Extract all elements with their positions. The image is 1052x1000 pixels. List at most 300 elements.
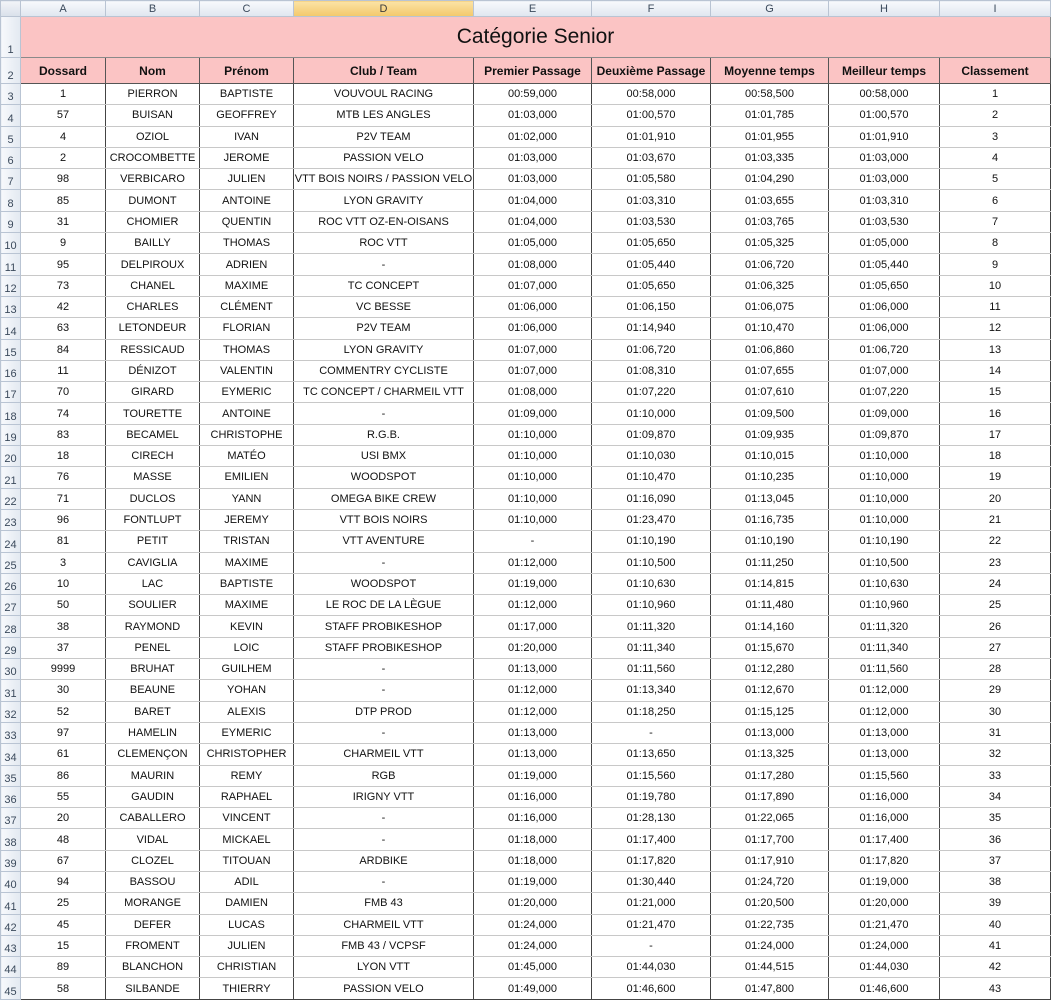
cell-moyenne-temps[interactable]: 01:03,765 (711, 211, 829, 232)
cell-classement[interactable]: 33 (940, 765, 1051, 786)
cell-dossard[interactable]: 55 (21, 786, 106, 807)
cell-moyenne-temps[interactable]: 01:20,500 (711, 893, 829, 914)
cell-club[interactable]: ARDBIKE (294, 850, 474, 871)
cell-prenom[interactable]: ADRIEN (200, 254, 294, 275)
cell-deuxieme-passage[interactable]: 01:11,340 (592, 637, 711, 658)
cell-nom[interactable]: RESSICAUD (106, 339, 200, 360)
cell-club[interactable]: STAFF PROBIKESHOP (294, 637, 474, 658)
cell-moyenne-temps[interactable]: 01:09,935 (711, 424, 829, 445)
cell-meilleur-temps[interactable]: 01:21,470 (829, 914, 940, 935)
cell-prenom[interactable]: THOMAS (200, 233, 294, 254)
cell-moyenne-temps[interactable]: 01:15,125 (711, 701, 829, 722)
cell-meilleur-temps[interactable]: 01:10,190 (829, 531, 940, 552)
cell-deuxieme-passage[interactable]: - (592, 935, 711, 956)
cell-deuxieme-passage[interactable]: 01:30,440 (592, 871, 711, 892)
cell-dossard[interactable]: 52 (21, 701, 106, 722)
cell-dossard[interactable]: 63 (21, 318, 106, 339)
cell-premier-passage[interactable]: 01:19,000 (474, 573, 592, 594)
cell-nom[interactable]: RAYMOND (106, 616, 200, 637)
cell-moyenne-temps[interactable]: 01:10,015 (711, 446, 829, 467)
cell-prenom[interactable]: EMILIEN (200, 467, 294, 488)
cell-deuxieme-passage[interactable]: 01:46,600 (592, 978, 711, 999)
cell-prenom[interactable]: BAPTISTE (200, 573, 294, 594)
cell-classement[interactable]: 22 (940, 531, 1051, 552)
cell-meilleur-temps[interactable]: 01:13,000 (829, 744, 940, 765)
cell-deuxieme-passage[interactable]: 01:10,190 (592, 531, 711, 552)
cell-dossard[interactable]: 83 (21, 424, 106, 445)
cell-moyenne-temps[interactable]: 01:12,280 (711, 659, 829, 680)
cell-meilleur-temps[interactable]: 01:17,820 (829, 850, 940, 871)
cell-premier-passage[interactable]: 01:13,000 (474, 659, 592, 680)
cell-moyenne-temps[interactable]: 01:22,065 (711, 808, 829, 829)
header-deuxieme-passage[interactable]: Deuxième Passage (592, 58, 711, 84)
cell-meilleur-temps[interactable]: 01:20,000 (829, 893, 940, 914)
cell-club[interactable]: FMB 43 / VCPSF (294, 935, 474, 956)
row-header[interactable]: 10 (1, 233, 21, 254)
cell-moyenne-temps[interactable]: 01:17,910 (711, 850, 829, 871)
cell-prenom[interactable]: GUILHEM (200, 659, 294, 680)
cell-deuxieme-passage[interactable]: 01:05,650 (592, 275, 711, 296)
cell-premier-passage[interactable]: 01:20,000 (474, 893, 592, 914)
cell-prenom[interactable]: IVAN (200, 126, 294, 147)
cell-meilleur-temps[interactable]: 01:24,000 (829, 935, 940, 956)
cell-dossard[interactable]: 96 (21, 509, 106, 530)
cell-nom[interactable]: BLANCHON (106, 957, 200, 978)
cell-premier-passage[interactable]: 01:03,000 (474, 147, 592, 168)
cell-moyenne-temps[interactable]: 01:11,480 (711, 595, 829, 616)
cell-classement[interactable]: 23 (940, 552, 1051, 573)
cell-premier-passage[interactable]: 01:19,000 (474, 871, 592, 892)
cell-premier-passage[interactable]: 01:10,000 (474, 446, 592, 467)
cell-club[interactable]: PASSION VELO (294, 147, 474, 168)
cell-deuxieme-passage[interactable]: 01:06,150 (592, 296, 711, 317)
header-meilleur-temps[interactable]: Meilleur temps (829, 58, 940, 84)
row-header[interactable]: 7 (1, 169, 21, 190)
cell-deuxieme-passage[interactable]: 01:16,090 (592, 488, 711, 509)
cell-moyenne-temps[interactable]: 01:07,655 (711, 360, 829, 381)
cell-premier-passage[interactable]: 00:59,000 (474, 84, 592, 105)
cell-premier-passage[interactable]: 01:17,000 (474, 616, 592, 637)
cell-meilleur-temps[interactable]: 01:11,320 (829, 616, 940, 637)
cell-club[interactable]: STAFF PROBIKESHOP (294, 616, 474, 637)
cell-prenom[interactable]: QUENTIN (200, 211, 294, 232)
cell-moyenne-temps[interactable]: 01:17,700 (711, 829, 829, 850)
cell-deuxieme-passage[interactable]: 01:07,220 (592, 382, 711, 403)
cell-club[interactable]: COMMENTRY CYCLISTE (294, 360, 474, 381)
cell-deuxieme-passage[interactable]: 01:21,000 (592, 893, 711, 914)
cell-classement[interactable]: 26 (940, 616, 1051, 637)
cell-club[interactable]: MTB LES ANGLES (294, 105, 474, 126)
cell-dossard[interactable]: 95 (21, 254, 106, 275)
cell-deuxieme-passage[interactable]: 01:44,030 (592, 957, 711, 978)
cell-premier-passage[interactable]: 01:16,000 (474, 808, 592, 829)
cell-premier-passage[interactable]: 01:08,000 (474, 382, 592, 403)
cell-classement[interactable]: 17 (940, 424, 1051, 445)
cell-nom[interactable]: GIRARD (106, 382, 200, 403)
cell-dossard[interactable]: 15 (21, 935, 106, 956)
cell-deuxieme-passage[interactable]: 01:14,940 (592, 318, 711, 339)
cell-club[interactable]: - (294, 680, 474, 701)
row-header[interactable]: 24 (1, 531, 21, 552)
cell-meilleur-temps[interactable]: 01:46,600 (829, 978, 940, 999)
column-header-a[interactable]: A (21, 1, 106, 17)
cell-moyenne-temps[interactable]: 01:14,815 (711, 573, 829, 594)
cell-dossard[interactable]: 30 (21, 680, 106, 701)
cell-moyenne-temps[interactable]: 01:04,290 (711, 169, 829, 190)
cell-prenom[interactable]: CHRISTIAN (200, 957, 294, 978)
cell-prenom[interactable]: RAPHAEL (200, 786, 294, 807)
cell-moyenne-temps[interactable]: 01:13,000 (711, 722, 829, 743)
cell-classement[interactable]: 25 (940, 595, 1051, 616)
cell-premier-passage[interactable]: 01:08,000 (474, 254, 592, 275)
cell-dossard[interactable]: 9 (21, 233, 106, 254)
cell-dossard[interactable]: 9999 (21, 659, 106, 680)
cell-classement[interactable]: 41 (940, 935, 1051, 956)
cell-prenom[interactable]: ALEXIS (200, 701, 294, 722)
cell-club[interactable]: VC BESSE (294, 296, 474, 317)
cell-premier-passage[interactable]: 01:10,000 (474, 424, 592, 445)
cell-nom[interactable]: DUMONT (106, 190, 200, 211)
cell-meilleur-temps[interactable]: 01:44,030 (829, 957, 940, 978)
cell-classement[interactable]: 9 (940, 254, 1051, 275)
cell-nom[interactable]: CROCOMBETTE (106, 147, 200, 168)
cell-meilleur-temps[interactable]: 00:58,000 (829, 84, 940, 105)
cell-classement[interactable]: 19 (940, 467, 1051, 488)
cell-meilleur-temps[interactable]: 01:16,000 (829, 786, 940, 807)
cell-nom[interactable]: TOURETTE (106, 403, 200, 424)
cell-prenom[interactable]: YANN (200, 488, 294, 509)
cell-meilleur-temps[interactable]: 01:03,310 (829, 190, 940, 211)
cell-club[interactable]: WOODSPOT (294, 467, 474, 488)
row-header[interactable]: 20 (1, 446, 21, 467)
cell-deuxieme-passage[interactable]: 01:19,780 (592, 786, 711, 807)
row-header[interactable]: 15 (1, 339, 21, 360)
row-header[interactable]: 45 (1, 978, 21, 999)
column-header-b[interactable]: B (106, 1, 200, 17)
cell-moyenne-temps[interactable]: 01:06,075 (711, 296, 829, 317)
cell-nom[interactable]: BECAMEL (106, 424, 200, 445)
row-header[interactable]: 14 (1, 318, 21, 339)
cell-classement[interactable]: 36 (940, 829, 1051, 850)
row-header[interactable]: 32 (1, 701, 21, 722)
cell-prenom[interactable]: TITOUAN (200, 850, 294, 871)
cell-classement[interactable]: 2 (940, 105, 1051, 126)
cell-prenom[interactable]: LOIC (200, 637, 294, 658)
cell-premier-passage[interactable]: 01:09,000 (474, 403, 592, 424)
cell-meilleur-temps[interactable]: 01:10,000 (829, 509, 940, 530)
row-header[interactable]: 36 (1, 786, 21, 807)
cell-nom[interactable]: BARET (106, 701, 200, 722)
cell-dossard[interactable]: 73 (21, 275, 106, 296)
cell-dossard[interactable]: 97 (21, 722, 106, 743)
row-header[interactable]: 37 (1, 808, 21, 829)
cell-nom[interactable]: BUISAN (106, 105, 200, 126)
cell-dossard[interactable]: 37 (21, 637, 106, 658)
cell-meilleur-temps[interactable]: 01:17,400 (829, 829, 940, 850)
cell-moyenne-temps[interactable]: 01:03,335 (711, 147, 829, 168)
cell-club[interactable]: - (294, 254, 474, 275)
cell-deuxieme-passage[interactable]: 01:10,500 (592, 552, 711, 573)
cell-meilleur-temps[interactable]: 01:10,000 (829, 467, 940, 488)
cell-moyenne-temps[interactable]: 01:11,250 (711, 552, 829, 573)
cell-dossard[interactable]: 3 (21, 552, 106, 573)
cell-dossard[interactable]: 58 (21, 978, 106, 999)
row-header[interactable]: 1 (1, 17, 21, 58)
cell-club[interactable]: TC CONCEPT (294, 275, 474, 296)
header-prenom[interactable]: Prénom (200, 58, 294, 84)
cell-classement[interactable]: 3 (940, 126, 1051, 147)
row-header[interactable]: 12 (1, 275, 21, 296)
cell-nom[interactable]: SILBANDE (106, 978, 200, 999)
cell-dossard[interactable]: 71 (21, 488, 106, 509)
cell-premier-passage[interactable]: 01:19,000 (474, 765, 592, 786)
cell-classement[interactable]: 13 (940, 339, 1051, 360)
cell-moyenne-temps[interactable]: 01:06,860 (711, 339, 829, 360)
cell-premier-passage[interactable]: 01:03,000 (474, 105, 592, 126)
cell-classement[interactable]: 5 (940, 169, 1051, 190)
cell-deuxieme-passage[interactable]: 01:03,670 (592, 147, 711, 168)
cell-classement[interactable]: 18 (940, 446, 1051, 467)
cell-classement[interactable]: 20 (940, 488, 1051, 509)
cell-premier-passage[interactable]: 01:20,000 (474, 637, 592, 658)
cell-meilleur-temps[interactable]: 01:19,000 (829, 871, 940, 892)
row-header[interactable]: 30 (1, 659, 21, 680)
cell-moyenne-temps[interactable]: 01:47,800 (711, 978, 829, 999)
cell-premier-passage[interactable]: 01:12,000 (474, 552, 592, 573)
cell-moyenne-temps[interactable]: 01:14,160 (711, 616, 829, 637)
cell-premier-passage[interactable]: 01:45,000 (474, 957, 592, 978)
cell-club[interactable]: VTT AVENTURE (294, 531, 474, 552)
cell-prenom[interactable]: MAXIME (200, 552, 294, 573)
row-header[interactable]: 40 (1, 871, 21, 892)
cell-moyenne-temps[interactable]: 01:01,955 (711, 126, 829, 147)
cell-moyenne-temps[interactable]: 01:10,190 (711, 531, 829, 552)
cell-prenom[interactable]: REMY (200, 765, 294, 786)
cell-deuxieme-passage[interactable]: 01:00,570 (592, 105, 711, 126)
cell-deuxieme-passage[interactable]: 01:13,340 (592, 680, 711, 701)
cell-premier-passage[interactable]: 01:07,000 (474, 360, 592, 381)
cell-club[interactable]: LE ROC DE LA LÈGUE (294, 595, 474, 616)
cell-premier-passage[interactable]: 01:07,000 (474, 275, 592, 296)
cell-premier-passage[interactable]: 01:13,000 (474, 722, 592, 743)
cell-meilleur-temps[interactable]: 01:06,000 (829, 296, 940, 317)
cell-club[interactable]: VOUVOUL RACING (294, 84, 474, 105)
cell-nom[interactable]: VERBICARO (106, 169, 200, 190)
cell-moyenne-temps[interactable]: 01:06,720 (711, 254, 829, 275)
cell-dossard[interactable]: 42 (21, 296, 106, 317)
cell-dossard[interactable]: 81 (21, 531, 106, 552)
cell-dossard[interactable]: 31 (21, 211, 106, 232)
cell-meilleur-temps[interactable]: 01:11,560 (829, 659, 940, 680)
cell-dossard[interactable]: 1 (21, 84, 106, 105)
cell-classement[interactable]: 28 (940, 659, 1051, 680)
cell-meilleur-temps[interactable]: 01:01,910 (829, 126, 940, 147)
row-header[interactable]: 39 (1, 850, 21, 871)
row-header[interactable]: 19 (1, 424, 21, 445)
cell-club[interactable]: ROC VTT OZ-EN-OISANS (294, 211, 474, 232)
row-header[interactable]: 44 (1, 957, 21, 978)
cell-moyenne-temps[interactable]: 01:12,670 (711, 680, 829, 701)
cell-deuxieme-passage[interactable]: 01:05,580 (592, 169, 711, 190)
cell-deuxieme-passage[interactable]: 00:58,000 (592, 84, 711, 105)
row-header[interactable]: 41 (1, 893, 21, 914)
cell-prenom[interactable]: JULIEN (200, 169, 294, 190)
cell-club[interactable]: IRIGNY VTT (294, 786, 474, 807)
column-header-f[interactable]: F (592, 1, 711, 17)
row-header[interactable]: 18 (1, 403, 21, 424)
cell-meilleur-temps[interactable]: 01:05,000 (829, 233, 940, 254)
cell-moyenne-temps[interactable]: 00:58,500 (711, 84, 829, 105)
cell-club[interactable]: ROC VTT (294, 233, 474, 254)
cell-classement[interactable]: 7 (940, 211, 1051, 232)
cell-classement[interactable]: 16 (940, 403, 1051, 424)
cell-club[interactable]: - (294, 722, 474, 743)
row-header[interactable]: 35 (1, 765, 21, 786)
cell-nom[interactable]: MASSE (106, 467, 200, 488)
cell-deuxieme-passage[interactable]: 01:05,650 (592, 233, 711, 254)
header-dossard[interactable]: Dossard (21, 58, 106, 84)
cell-dossard[interactable]: 86 (21, 765, 106, 786)
cell-premier-passage[interactable]: 01:06,000 (474, 296, 592, 317)
row-header[interactable]: 2 (1, 58, 21, 84)
cell-nom[interactable]: CHOMIER (106, 211, 200, 232)
cell-prenom[interactable]: VALENTIN (200, 360, 294, 381)
cell-prenom[interactable]: MAXIME (200, 595, 294, 616)
cell-premier-passage[interactable]: 01:49,000 (474, 978, 592, 999)
column-header-d[interactable]: D (294, 1, 474, 17)
cell-nom[interactable]: SOULIER (106, 595, 200, 616)
cell-club[interactable]: - (294, 659, 474, 680)
row-header[interactable]: 3 (1, 84, 21, 105)
cell-moyenne-temps[interactable]: 01:01,785 (711, 105, 829, 126)
cell-classement[interactable]: 1 (940, 84, 1051, 105)
cell-prenom[interactable]: EYMERIC (200, 382, 294, 403)
cell-nom[interactable]: BRUHAT (106, 659, 200, 680)
cell-prenom[interactable]: FLORIAN (200, 318, 294, 339)
cell-deuxieme-passage[interactable]: 01:03,310 (592, 190, 711, 211)
cell-deuxieme-passage[interactable]: 01:11,560 (592, 659, 711, 680)
cell-premier-passage[interactable]: 01:05,000 (474, 233, 592, 254)
cell-moyenne-temps[interactable]: 01:13,045 (711, 488, 829, 509)
row-header[interactable]: 42 (1, 914, 21, 935)
cell-nom[interactable]: MAURIN (106, 765, 200, 786)
cell-deuxieme-passage[interactable]: 01:17,820 (592, 850, 711, 871)
cell-club[interactable]: VTT BOIS NOIRS (294, 509, 474, 530)
cell-dossard[interactable]: 98 (21, 169, 106, 190)
cell-meilleur-temps[interactable]: 01:07,000 (829, 360, 940, 381)
cell-deuxieme-passage[interactable]: 01:01,910 (592, 126, 711, 147)
cell-meilleur-temps[interactable]: 01:12,000 (829, 680, 940, 701)
cell-prenom[interactable]: CHRISTOPHER (200, 744, 294, 765)
cell-meilleur-temps[interactable]: 01:10,630 (829, 573, 940, 594)
cell-meilleur-temps[interactable]: 01:10,000 (829, 488, 940, 509)
cell-dossard[interactable]: 25 (21, 893, 106, 914)
cell-deuxieme-passage[interactable]: 01:03,530 (592, 211, 711, 232)
cell-premier-passage[interactable]: 01:10,000 (474, 488, 592, 509)
cell-prenom[interactable]: ADIL (200, 871, 294, 892)
cell-deuxieme-passage[interactable]: 01:13,650 (592, 744, 711, 765)
row-header[interactable]: 25 (1, 552, 21, 573)
cell-premier-passage[interactable]: 01:13,000 (474, 744, 592, 765)
cell-prenom[interactable]: YOHAN (200, 680, 294, 701)
cell-moyenne-temps[interactable]: 01:03,655 (711, 190, 829, 211)
cell-dossard[interactable]: 89 (21, 957, 106, 978)
row-header[interactable]: 31 (1, 680, 21, 701)
row-header[interactable]: 6 (1, 147, 21, 168)
row-header[interactable]: 5 (1, 126, 21, 147)
cell-dossard[interactable]: 61 (21, 744, 106, 765)
row-header[interactable]: 13 (1, 296, 21, 317)
row-header[interactable]: 27 (1, 595, 21, 616)
cell-deuxieme-passage[interactable]: 01:10,000 (592, 403, 711, 424)
cell-dossard[interactable]: 94 (21, 871, 106, 892)
cell-moyenne-temps[interactable]: 01:44,515 (711, 957, 829, 978)
cell-premier-passage[interactable]: 01:12,000 (474, 701, 592, 722)
cell-premier-passage[interactable]: 01:04,000 (474, 211, 592, 232)
cell-meilleur-temps[interactable]: 01:00,570 (829, 105, 940, 126)
cell-nom[interactable]: CIRECH (106, 446, 200, 467)
cell-club[interactable]: CHARMEIL VTT (294, 914, 474, 935)
cell-prenom[interactable]: ANTOINE (200, 403, 294, 424)
cell-deuxieme-passage[interactable]: 01:17,400 (592, 829, 711, 850)
cell-deuxieme-passage[interactable]: 01:18,250 (592, 701, 711, 722)
header-premier-passage[interactable]: Premier Passage (474, 58, 592, 84)
cell-dossard[interactable]: 85 (21, 190, 106, 211)
row-header[interactable]: 21 (1, 467, 21, 488)
cell-dossard[interactable]: 57 (21, 105, 106, 126)
cell-club[interactable]: VTT BOIS NOIRS / PASSION VELO (294, 169, 474, 190)
cell-club[interactable]: TC CONCEPT / CHARMEIL VTT (294, 382, 474, 403)
cell-classement[interactable]: 4 (940, 147, 1051, 168)
cell-classement[interactable]: 38 (940, 871, 1051, 892)
cell-prenom[interactable]: CHRISTOPHE (200, 424, 294, 445)
cell-classement[interactable]: 32 (940, 744, 1051, 765)
cell-nom[interactable]: BEAUNE (106, 680, 200, 701)
cell-moyenne-temps[interactable]: 01:05,325 (711, 233, 829, 254)
cell-club[interactable]: FMB 43 (294, 893, 474, 914)
cell-premier-passage[interactable]: 01:02,000 (474, 126, 592, 147)
cell-club[interactable]: R.G.B. (294, 424, 474, 445)
cell-moyenne-temps[interactable]: 01:22,735 (711, 914, 829, 935)
row-header[interactable]: 28 (1, 616, 21, 637)
row-header[interactable]: 16 (1, 360, 21, 381)
header-nom[interactable]: Nom (106, 58, 200, 84)
cell-moyenne-temps[interactable]: 01:09,500 (711, 403, 829, 424)
cell-nom[interactable]: BASSOU (106, 871, 200, 892)
cell-dossard[interactable]: 11 (21, 360, 106, 381)
row-header[interactable]: 8 (1, 190, 21, 211)
cell-dossard[interactable]: 10 (21, 573, 106, 594)
sheet-title[interactable]: Catégorie Senior (21, 17, 1051, 58)
cell-classement[interactable]: 29 (940, 680, 1051, 701)
cell-nom[interactable]: LAC (106, 573, 200, 594)
cell-premier-passage[interactable]: 01:10,000 (474, 467, 592, 488)
cell-premier-passage[interactable]: 01:24,000 (474, 914, 592, 935)
cell-dossard[interactable]: 84 (21, 339, 106, 360)
cell-deuxieme-passage[interactable]: 01:10,030 (592, 446, 711, 467)
row-header[interactable]: 9 (1, 211, 21, 232)
cell-premier-passage[interactable]: 01:24,000 (474, 935, 592, 956)
cell-nom[interactable]: CHANEL (106, 275, 200, 296)
cell-nom[interactable]: VIDAL (106, 829, 200, 850)
row-header[interactable]: 38 (1, 829, 21, 850)
cell-classement[interactable]: 27 (940, 637, 1051, 658)
cell-deuxieme-passage[interactable]: 01:21,470 (592, 914, 711, 935)
cell-prenom[interactable]: KEVIN (200, 616, 294, 637)
cell-moyenne-temps[interactable]: 01:24,720 (711, 871, 829, 892)
cell-nom[interactable]: FONTLUPT (106, 509, 200, 530)
cell-meilleur-temps[interactable]: 01:12,000 (829, 701, 940, 722)
